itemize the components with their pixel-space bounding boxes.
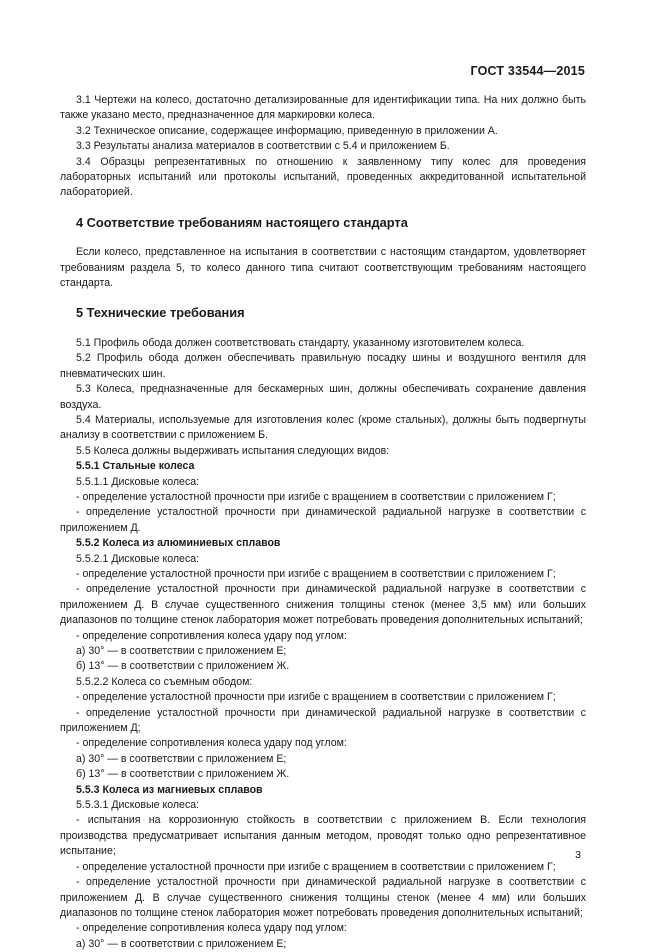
paragraph-5-2: 5.2 Профиль обода должен обеспечивать правильную посадку шины и воздушного вентиля для пневматических шин.: [60, 352, 586, 380]
subsection-5-5-2-heading: 5.5.2 Колеса из алюминиевых сплавов: [76, 537, 281, 550]
document-header: ГОСТ 33544—2015: [470, 64, 585, 78]
list-item: - определение сопротивления колеса удару под углом:: [76, 737, 347, 750]
paragraph-3-3: 3.3 Результаты анализа материалов в соответствии с 5.4 и приложением Б.: [76, 140, 450, 153]
list-item: - определение усталостной прочности при динамической радиальной нагрузке в соответствии с приложением Д.: [60, 506, 586, 534]
section-4-text: Если колесо, представленное на испытания в соответствии с настоящим стандартом, удовлетворяет требованиям раздела 5, то колесо данного типа считают соответствующим требованиям настоящего стандарта.: [60, 246, 586, 290]
list-item: а) 30° — в соответствии с приложением Е;: [76, 645, 287, 657]
clause-5-5-1-1: 5.5.1.1 Дисковые колеса:: [76, 475, 200, 488]
subsection-5-5-1-heading: 5.5.1 Стальные колеса: [76, 460, 195, 473]
list-item: - определение усталостной прочности при динамической радиальной нагрузке в соответствии с приложением Д;: [60, 706, 586, 735]
paragraph-5-4: 5.4 Материалы, используемые для изготовления колес (кроме стальных), должны быть подвергнуты анализу в соответствии с приложением Б.: [60, 413, 586, 442]
paragraph-3-4: 3.4 Образцы репрезентативных по отношению к заявленному типу колес для проведения лабораторных испытаний или протоколы испытаний, проведенных аккредитованной испытательной лабораторией.: [60, 155, 586, 199]
paragraph-5-5: 5.5 Колеса должны выдерживать испытания следующих видов:: [76, 444, 390, 457]
paragraph-3-2: 3.2 Техническое описание, содержащее информацию, приведенную в приложении А.: [76, 124, 498, 137]
paragraph-5-1: 5.1 Профиль обода должен соответствовать стандарту, указанному изготовителем колеса.: [76, 336, 525, 349]
clause-5-5-2-2: 5.5.2.2 Колеса со съемным ободом:: [76, 675, 253, 688]
list-item: - испытания на коррозионную стойкость в соответствии с приложением В. Если технология производства предусматривает испытания данным методом, проводят только одно репрезентативное испытание;: [60, 814, 586, 858]
page-number: 3: [575, 849, 581, 861]
list-item: а) 30° — в соответствии с приложением Е;: [76, 937, 287, 950]
subsection-5-5-3-heading: 5.5.3 Колеса из магниевых сплавов: [76, 783, 263, 796]
list-item: - определение усталостной прочности при изгибе с вращением в соответствии с приложением Г;: [76, 567, 556, 580]
list-item: - определение усталостной прочности при изгибе с вращением в соответствии с приложением Г;: [76, 490, 556, 503]
list-item: - определение усталостной прочности при динамической радиальной нагрузке в соответствии с приложением Д. В случае существенного снижения толщины стенок (менее 3,5 мм) или больших диапазонов по толщине стенок лаборатория может потребовать проведения дополнительных испытаний;: [60, 583, 586, 627]
clause-5-5-2-1: 5.5.2.1 Дисковые колеса:: [76, 552, 200, 565]
list-item: б) 13° — в соответствии с приложением Ж.: [76, 768, 290, 781]
section-5-heading: 5 Технические требования: [76, 305, 245, 321]
section-4-heading: 4 Соответствие требованиям настоящего стандарта: [76, 214, 408, 230]
list-item: - определение сопротивления колеса удару под углом:: [76, 922, 347, 935]
list-item: - определение сопротивления колеса удару под углом:: [76, 629, 347, 642]
list-item: - определение усталостной прочности при динамической радиальной нагрузке в соответствии с приложением Д. В случае существенного снижения толщины стенок (менее 4 мм) или больших диапазонов по толщине стенок лаборатория может потребовать проведения дополнительных испытаний;: [60, 876, 586, 919]
list-item: - определение усталостной прочности при изгибе с вращением в соответствии с приложением Г;: [76, 691, 556, 704]
list-item: а) 30° — в соответствии с приложением Е;: [76, 752, 287, 765]
list-item: - определение усталостной прочности при изгибе с вращением в соответствии с приложением Г;: [76, 860, 556, 873]
list-item: б) 13° — в соответствии с приложением Ж.: [76, 660, 290, 673]
document-body: [60, 93, 586, 952]
paragraph-5-3: 5.3 Колеса, предназначенные для бескамерных шин, должны обеспечивать сохранение давления воздуха.: [60, 383, 586, 411]
clause-5-5-3-1: 5.5.3.1 Дисковые колеса:: [76, 799, 200, 812]
paragraph-3-1: 3.1 Чертежи на колесо, достаточно детализированные для идентификации типа. На них должно быть также указано место, предназначенное для маркировки колеса.: [60, 94, 586, 122]
